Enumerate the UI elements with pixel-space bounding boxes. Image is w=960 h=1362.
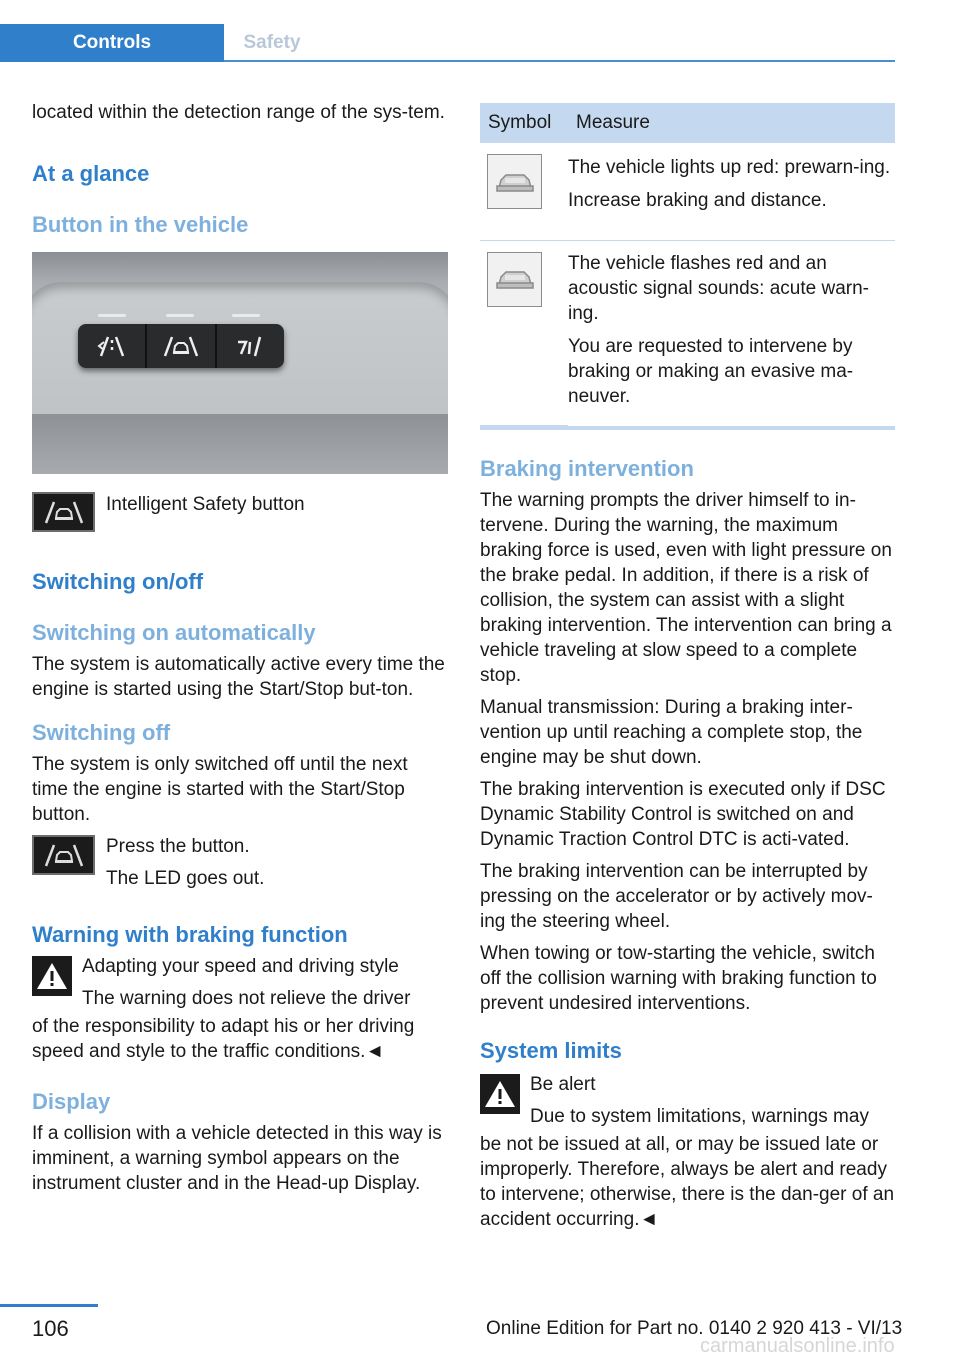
- heading-at-a-glance: At a glance: [32, 161, 150, 186]
- intelligent-safety-icon: [147, 324, 216, 368]
- braking-text-1: The warning prompts the driver himself to in‐tervene. During the warning, the maximum braking force is used, even with light pressure on the brake pedal. In addition, if there is a risk of collision, the system can assist with a slight braking intervention. The intervention can bring a vehicle traveling at slow speed to a complete stop.: [480, 490, 892, 686]
- right-column: [480, 103, 895, 1239]
- button-caption: Intelligent Safety button: [106, 494, 305, 515]
- speed-limit-icon: [217, 324, 284, 368]
- heading-switching-onoff: Switching on/off: [32, 569, 204, 594]
- intelligent-safety-button-icon: [32, 835, 95, 875]
- led-out-text: The LED goes out.: [106, 868, 265, 889]
- press-button-row: [32, 834, 448, 900]
- edition-text: Online Edition for Part no. 0140 2 920 413 - VI/13: [486, 1318, 903, 1339]
- heading-switching-on-auto: Switching on automatically: [32, 620, 316, 645]
- tab-safety[interactable]: Safety: [243, 32, 301, 53]
- tab-controls[interactable]: Controls: [0, 24, 224, 62]
- intelligent-safety-button-icon: [32, 492, 95, 532]
- warning-note: [32, 954, 448, 1018]
- heading-warning-braking: Warning with braking function: [32, 922, 348, 947]
- heading-braking-intervention: Braking intervention: [480, 456, 694, 481]
- button-caption-row: [32, 492, 448, 538]
- table-header-measure: Measure: [568, 103, 895, 143]
- warning-title: Adapting your speed and driving style: [82, 956, 399, 977]
- measure-text: The vehicle flashes red and an acoustic signal sounds: acute warn‐ing.: [568, 252, 869, 324]
- warning-text-line1: The warning does not relieve the driver: [82, 988, 411, 1009]
- display-text: If a collision with a vehicle detected in this way is imminent, a warning symbol appears on the instrument cluster and in the Head-up Display.: [32, 1123, 442, 1194]
- limits-text-line1: Due to system limitations, warnings may: [530, 1106, 869, 1127]
- heading-button-in-vehicle: Button in the vehicle: [32, 212, 249, 237]
- measure-text: You are requested to intervene by braking or making an evasive ma‐neuver.: [568, 335, 854, 407]
- watermark: carmanualsonline.info: [700, 1335, 895, 1357]
- switching-off-text: The system is only switched off until the next time the engine is started with the Start/Stop button.: [32, 754, 408, 825]
- measure-text: Increase braking and distance.: [568, 190, 827, 211]
- measure-text: The vehicle lights up red: prewarn‐ing.: [568, 157, 891, 178]
- warning-text-rest: of the responsibility to adapt his or her driving speed and style to the traffic conditions.◄: [32, 1016, 415, 1062]
- vehicle-flash-icon: [487, 252, 542, 307]
- warning-triangle-icon: [32, 956, 72, 996]
- press-button-text: Press the button.: [106, 836, 250, 857]
- limits-text-rest: be not be issued at all, or may be issued late or improperly. Therefore, always be alert and ready to intervene; otherwise, there is the dan‐ger of an accident occurring.◄: [480, 1134, 895, 1230]
- footer-rule: [0, 1304, 98, 1307]
- switching-on-auto-text: The system is automatically active every time the engine is started using the Start/Stop but‐ton.: [32, 654, 445, 700]
- table-bottom-rule: [480, 426, 895, 430]
- button-photo: [32, 252, 448, 474]
- braking-text-3: The braking intervention is executed only if DSC Dynamic Stability Control is switched on and Dynamic Traction Control DTC is acti‐vated.: [480, 779, 886, 850]
- left-column: [32, 100, 448, 1203]
- table-header-symbol: Symbol: [480, 103, 568, 143]
- heading-system-limits: System limits: [480, 1038, 622, 1063]
- symbol-measure-table: [480, 103, 895, 426]
- limits-title: Be alert: [530, 1074, 596, 1095]
- intro-text: located within the detection range of the sys‐tem.: [32, 102, 445, 123]
- braking-text-5: When towing or tow-starting the vehicle, switch off the collision warning with braking function to prevent undesired interventions.: [480, 943, 877, 1014]
- heading-switching-off: Switching off: [32, 720, 171, 745]
- table-row: [480, 240, 895, 426]
- braking-text-4: The braking intervention can be interrupted by pressing on the accelerator or by actively mov‐ing the steering wheel.: [480, 861, 873, 932]
- page-number: 106: [32, 1316, 69, 1341]
- braking-text-2: Manual transmission: During a braking inter‐vention up until reaching a complete stop, the engine may be shut down.: [480, 697, 863, 768]
- lane-warning-icon: [78, 324, 147, 368]
- system-limits-note: [480, 1072, 895, 1136]
- section-tabs: [0, 24, 895, 62]
- table-row: [480, 143, 895, 240]
- vehicle-red-icon: [487, 154, 542, 209]
- heading-display: Display: [32, 1089, 111, 1114]
- warning-triangle-icon: [480, 1074, 520, 1114]
